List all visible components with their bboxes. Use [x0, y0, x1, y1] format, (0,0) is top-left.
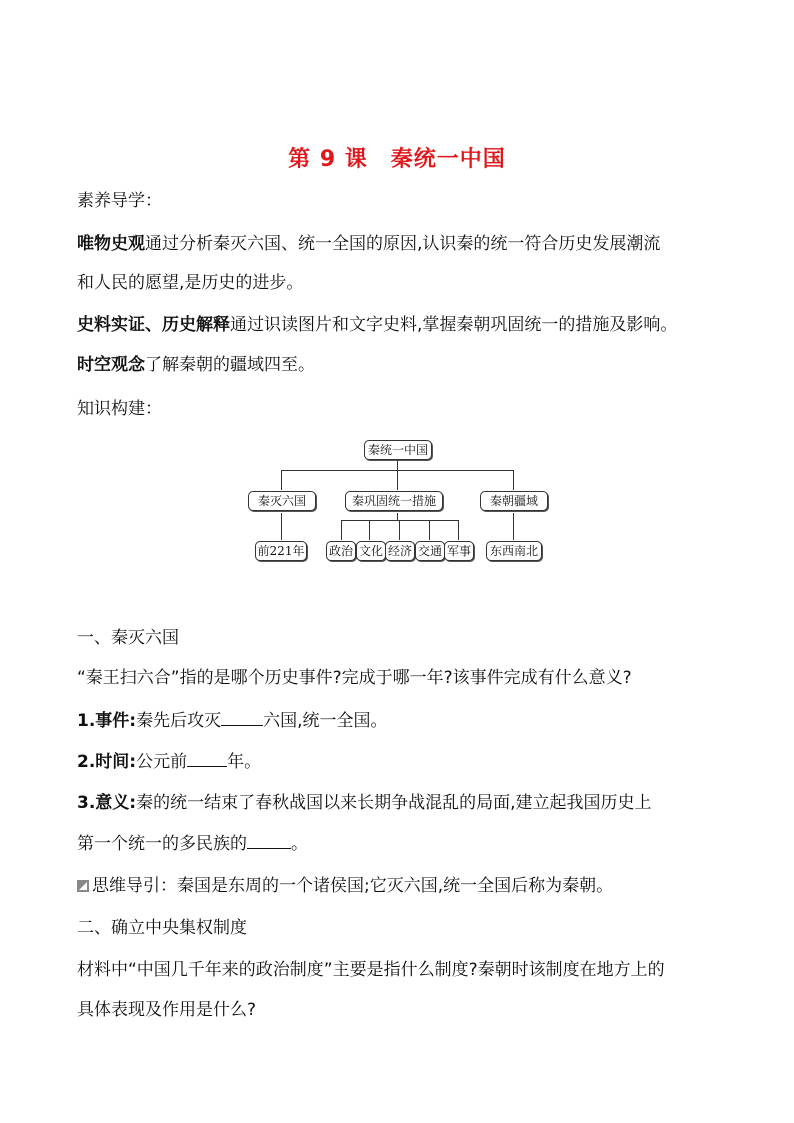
diagram-measure-economy: 经济	[385, 541, 415, 561]
section2-question-cont: 具体表现及作用是什么?	[77, 1000, 257, 1020]
q2-blank[interactable]	[187, 750, 227, 767]
knowledge-label: 知识构建：	[77, 399, 162, 419]
diagram-measure-politics: 政治	[326, 541, 356, 561]
connector	[458, 520, 459, 540]
connector	[429, 520, 430, 540]
hint-icon	[77, 880, 89, 892]
section1-q2	[77, 750, 261, 773]
q1-text-after: 六国,统一全国。	[263, 711, 388, 731]
section1-question: “秦王扫六合”指的是哪个历史事件?完成于哪一年?该事件完成有什么意义?	[77, 668, 632, 688]
guide-text: 通过分析秦灭六国、统一全国的原因,认识秦的统一符合历史发展潮流	[145, 234, 661, 254]
section2-heading: 二、确立中央集权制度	[77, 918, 247, 938]
guide-item-materialism	[77, 233, 660, 255]
q2-label: 2.时间:	[77, 752, 137, 772]
connector	[369, 520, 370, 540]
hint-text: 思维导引：秦国是东周的一个诸侯国;它灭六国,统一全国后称为秦朝。	[92, 876, 614, 896]
section1-q3	[77, 792, 652, 814]
guide-term: 史料实证、历史解释	[77, 315, 230, 335]
page-title: 第 9 课 秦统一中国	[288, 147, 506, 172]
q3-text: 秦的统一结束了春秋战国以来长期争战混乱的局面,建立起我国历史上	[136, 793, 652, 813]
diagram-branch-measures: 秦巩固统一措施	[345, 491, 443, 511]
connector	[397, 470, 398, 490]
section2-question: 材料中“中国几千年来的政治制度”主要是指什么制度?秦朝时该制度在地方上的	[77, 960, 665, 980]
guide-text: 了解秦朝的疆域四至。	[145, 355, 315, 375]
diagram-branch-territory: 秦朝疆域	[480, 491, 548, 511]
connector	[281, 470, 282, 490]
guide-item-evidence	[77, 314, 677, 336]
diagram-measure-transport: 交通	[415, 541, 445, 561]
connector	[281, 513, 282, 540]
diagram-measure-military: 军事	[444, 541, 474, 561]
diagram-leaf-directions: 东西南北	[486, 541, 542, 561]
q3-cont-after: 。	[291, 834, 308, 854]
q3-blank[interactable]	[247, 832, 291, 849]
section1-heading: 一、秦灭六国	[77, 628, 179, 648]
diagram-measure-culture: 文化	[356, 541, 386, 561]
section1-q3-cont	[77, 832, 308, 855]
guide-item-spacetime	[77, 354, 315, 376]
q3-label: 3.意义:	[77, 793, 137, 813]
diagram-branch-conquest: 秦灭六国	[248, 491, 316, 511]
guide-text: 通过识读图片和文字史料,掌握秦朝巩固统一的措施及影响。	[230, 315, 678, 335]
guide-term: 时空观念	[77, 355, 145, 375]
q1-text: 秦先后攻灭	[136, 711, 222, 731]
guide-item-materialism-cont: 和人民的愿望,是历史的进步。	[77, 273, 304, 293]
connector	[513, 470, 514, 490]
q2-text: 公元前	[136, 752, 188, 772]
connector	[341, 520, 342, 540]
q1-label: 1.事件:	[77, 711, 137, 731]
q3-cont-text: 第一个统一的多民族的	[77, 834, 247, 854]
connector	[399, 520, 400, 540]
q1-blank[interactable]	[221, 709, 263, 726]
section1-hint	[77, 875, 613, 897]
connector	[513, 513, 514, 540]
guide-label: 素养导学：	[77, 191, 162, 211]
diagram-leaf-year: 前221年	[255, 541, 307, 561]
q2-text-after: 年。	[227, 752, 262, 772]
section1-q1	[77, 709, 388, 732]
diagram-root: 秦统一中国	[364, 440, 432, 460]
guide-term: 唯物史观	[77, 234, 145, 254]
